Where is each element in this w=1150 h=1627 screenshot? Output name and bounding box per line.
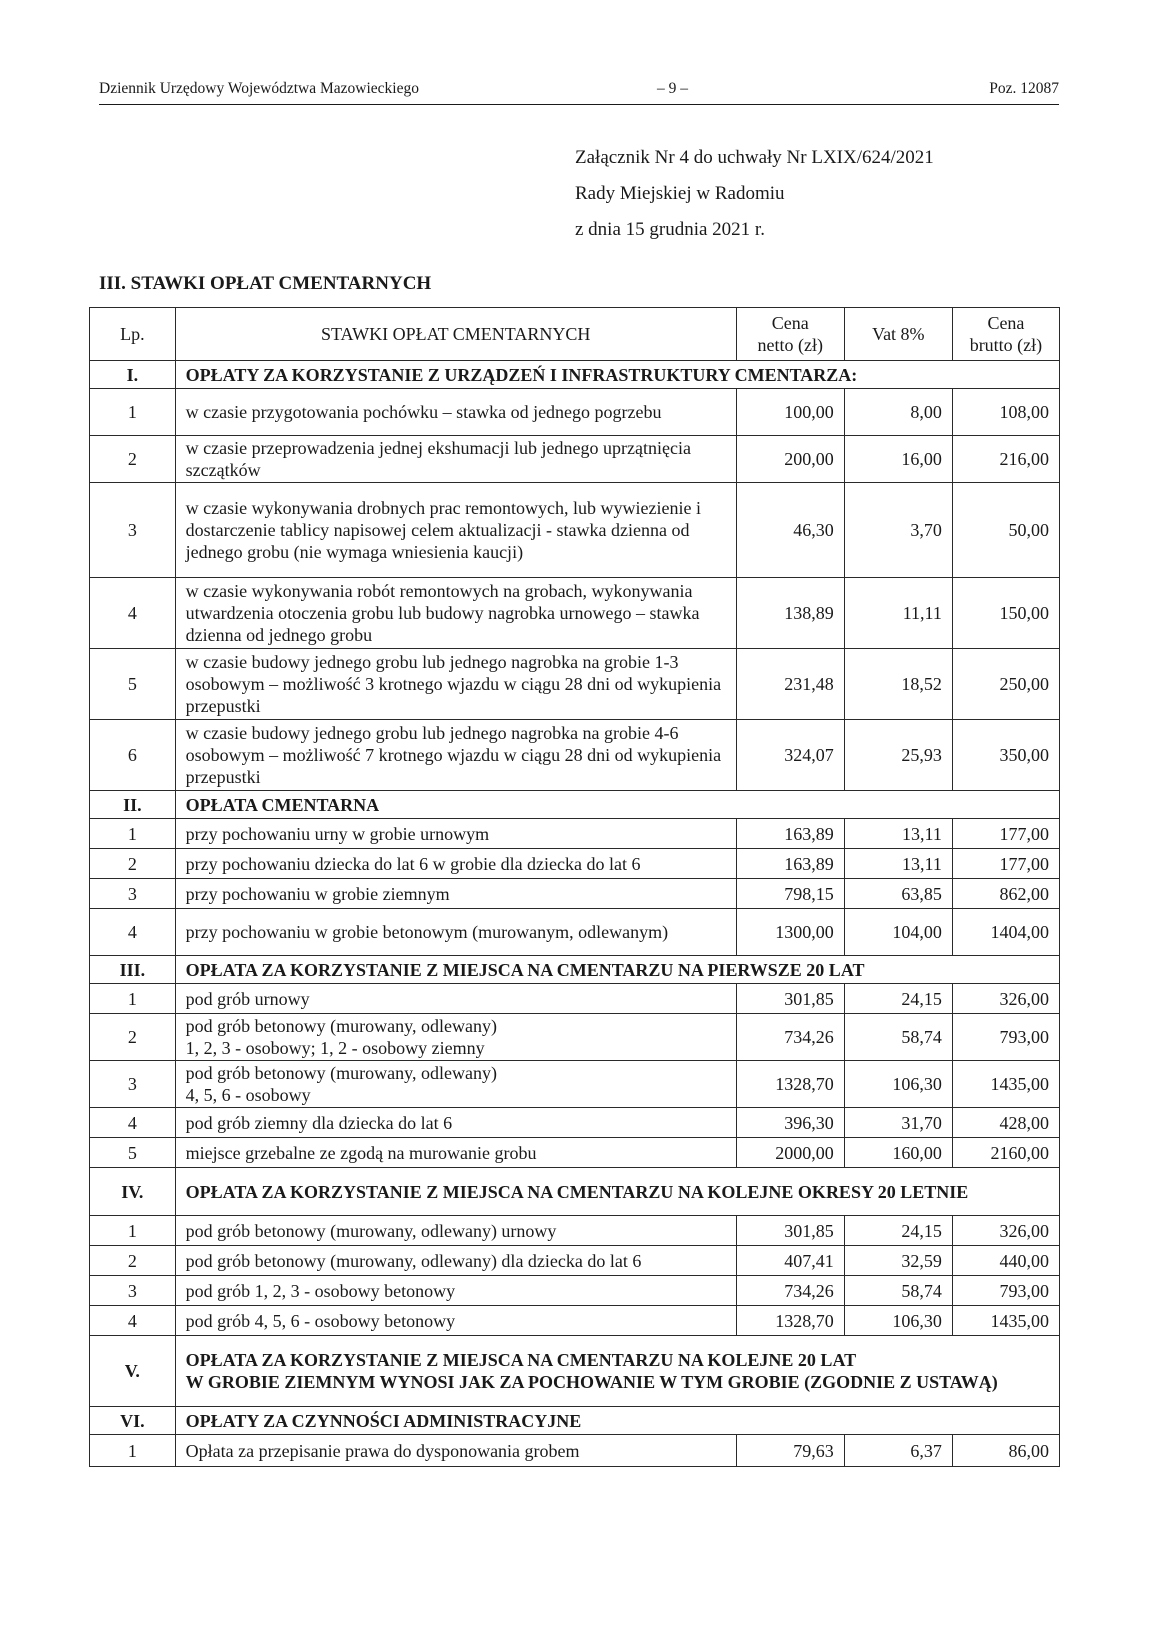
vat-amount: 11,11 [844, 578, 952, 649]
gross-price: 1435,00 [952, 1061, 1059, 1108]
section-heading: OPŁATY ZA KORZYSTANIE Z URZĄDZEŃ I INFRASTRUKTURY CMENTARZA: [175, 361, 1059, 389]
fee-description: pod grób 1, 2, 3 - osobowy betonowy [175, 1276, 736, 1306]
section-number: IV. [90, 1168, 176, 1216]
fee-description: Opłata za przepisanie prawa do dysponowania grobem [175, 1435, 736, 1467]
fee-description: pod grób urnowy [175, 984, 736, 1014]
fee-description: pod grób betonowy (murowany, odlewany) 4, 5, 6 - osobowy [175, 1061, 736, 1108]
column-header-gross-line1: Cena [987, 313, 1025, 333]
vat-amount: 31,70 [844, 1108, 952, 1138]
gross-price: 326,00 [952, 1216, 1059, 1246]
gross-price: 326,00 [952, 984, 1059, 1014]
vat-amount: 13,11 [844, 849, 952, 879]
table-row [90, 649, 1060, 720]
table-row [90, 720, 1060, 791]
vat-amount: 6,37 [844, 1435, 952, 1467]
section-number: VI. [90, 1407, 176, 1435]
gross-price: 428,00 [952, 1108, 1059, 1138]
table-row [90, 984, 1060, 1014]
table-row [90, 436, 1060, 483]
fee-description: pod grób ziemny dla dziecka do lat 6 [175, 1108, 736, 1138]
section-row [90, 1168, 1060, 1216]
row-number: 4 [90, 1108, 176, 1138]
net-price: 1328,70 [736, 1306, 844, 1336]
section-number: II. [90, 791, 176, 819]
attachment-line-2: Rady Miejskiej w Radomiu [575, 183, 785, 204]
fee-description: przy pochowaniu w grobie betonowym (murowanym, odlewanym) [175, 909, 736, 956]
row-number: 5 [90, 649, 176, 720]
section-heading: OPŁATA ZA KORZYSTANIE Z MIEJSCA NA CMENTARZU NA KOLEJNE 20 LAT W GROBIE ZIEMNYM WYNOSI JAK ZA POCHOWANIE W TYM GROBIE (ZGODNIE Z USTAWĄ) [175, 1336, 1059, 1407]
vat-amount: 3,70 [844, 483, 952, 578]
section-heading: OPŁATA ZA KORZYSTANIE Z MIEJSCA NA CMENTARZU NA KOLEJNE OKRESY 20 LETNIE [175, 1168, 1059, 1216]
section-row [90, 956, 1060, 984]
fee-description: przy pochowaniu dziecka do lat 6 w grobie dla dziecka do lat 6 [175, 849, 736, 879]
fee-description: pod grób 4, 5, 6 - osobowy betonowy [175, 1306, 736, 1336]
net-price: 734,26 [736, 1276, 844, 1306]
gross-price: 150,00 [952, 578, 1059, 649]
gross-price: 793,00 [952, 1014, 1059, 1061]
section-number: III. [90, 956, 176, 984]
vat-amount: 58,74 [844, 1014, 952, 1061]
page-header [99, 80, 1059, 105]
net-price: 798,15 [736, 879, 844, 909]
row-number: 4 [90, 578, 176, 649]
net-price: 200,00 [736, 436, 844, 483]
table-row [90, 1108, 1060, 1138]
fee-description: w czasie budowy jednego grobu lub jednego nagrobka na grobie 1-3 osobowym – możliwość 3 krotnego wjazdu w ciągu 28 dni od wykupienia przepustki [175, 649, 736, 720]
fee-description: przy pochowaniu w grobie ziemnym [175, 879, 736, 909]
table-row [90, 578, 1060, 649]
net-price: 301,85 [736, 984, 844, 1014]
vat-amount: 16,00 [844, 436, 952, 483]
net-price: 2000,00 [736, 1138, 844, 1168]
section-row [90, 361, 1060, 389]
section-row [90, 1336, 1060, 1407]
fee-description: pod grób betonowy (murowany, odlewany) urnowy [175, 1216, 736, 1246]
vat-amount: 106,30 [844, 1306, 952, 1336]
net-price: 301,85 [736, 1216, 844, 1246]
fee-description: w czasie przygotowania pochówku – stawka od jednego pogrzebu [175, 389, 736, 436]
net-price: 231,48 [736, 649, 844, 720]
column-header-net-line2: netto (zł) [757, 335, 823, 355]
fee-description: w czasie budowy jednego grobu lub jednego nagrobka na grobie 4-6 osobowym – możliwość 7 krotnego wjazdu w ciągu 28 dni od wykupienia przepustki [175, 720, 736, 791]
net-price: 138,89 [736, 578, 844, 649]
row-number: 1 [90, 984, 176, 1014]
net-price: 734,26 [736, 1014, 844, 1061]
net-price: 46,30 [736, 483, 844, 578]
vat-amount: 63,85 [844, 879, 952, 909]
table-row [90, 1276, 1060, 1306]
row-number: 2 [90, 1246, 176, 1276]
vat-amount: 13,11 [844, 819, 952, 849]
row-number: 3 [90, 879, 176, 909]
gross-price: 1435,00 [952, 1306, 1059, 1336]
table-header-row [90, 308, 1060, 361]
fee-description: w czasie przeprowadzenia jednej ekshumacji lub jednego uprzątnięcia szczątków [175, 436, 736, 483]
gross-price: 440,00 [952, 1246, 1059, 1276]
gross-price: 216,00 [952, 436, 1059, 483]
gross-price: 350,00 [952, 720, 1059, 791]
attachment-line-1: Załącznik Nr 4 do uchwały Nr LXIX/624/2021 [575, 147, 934, 168]
table-row [90, 909, 1060, 956]
net-price: 396,30 [736, 1108, 844, 1138]
row-number: 1 [90, 1216, 176, 1246]
column-header-lp: Lp. [90, 308, 176, 361]
table-row [90, 389, 1060, 436]
row-number: 1 [90, 1435, 176, 1467]
column-header-vat: Vat 8% [844, 308, 952, 361]
net-price: 324,07 [736, 720, 844, 791]
column-header-net [736, 308, 844, 361]
section-number: I. [90, 361, 176, 389]
gross-price: 2160,00 [952, 1138, 1059, 1168]
fee-description: pod grób betonowy (murowany, odlewany) 1, 2, 3 - osobowy; 1, 2 - osobowy ziemny [175, 1014, 736, 1061]
table-row [90, 1306, 1060, 1336]
vat-amount: 32,59 [844, 1246, 952, 1276]
attachment-line-3: z dnia 15 grudnia 2021 r. [575, 219, 765, 240]
net-price: 163,89 [736, 849, 844, 879]
table-row [90, 1216, 1060, 1246]
row-number: 5 [90, 1138, 176, 1168]
row-number: 3 [90, 1061, 176, 1108]
vat-amount: 104,00 [844, 909, 952, 956]
row-number: 2 [90, 849, 176, 879]
gross-price: 177,00 [952, 849, 1059, 879]
gross-price: 250,00 [952, 649, 1059, 720]
row-number: 3 [90, 1276, 176, 1306]
table-row [90, 483, 1060, 578]
vat-amount: 18,52 [844, 649, 952, 720]
table-row [90, 819, 1060, 849]
row-number: 3 [90, 483, 176, 578]
gross-price: 793,00 [952, 1276, 1059, 1306]
vat-amount: 160,00 [844, 1138, 952, 1168]
section-heading: OPŁATA CMENTARNA [175, 791, 1059, 819]
fee-description: w czasie wykonywania drobnych prac remontowych, lub wywiezienie i dostarczenie tablicy napisowej celem aktualizacji - stawka dzienna od jednego grobu (nie wymaga wniesienia kaucji) [175, 483, 736, 578]
net-price: 100,00 [736, 389, 844, 436]
table-row [90, 1435, 1060, 1467]
gross-price: 1404,00 [952, 909, 1059, 956]
section-row [90, 1407, 1060, 1435]
net-price: 407,41 [736, 1246, 844, 1276]
fee-description: przy pochowaniu urny w grobie urnowym [175, 819, 736, 849]
row-number: 2 [90, 436, 176, 483]
table-row [90, 1138, 1060, 1168]
row-number: 1 [90, 389, 176, 436]
vat-amount: 106,30 [844, 1061, 952, 1108]
table-row [90, 1246, 1060, 1276]
vat-amount: 58,74 [844, 1276, 952, 1306]
row-number: 6 [90, 720, 176, 791]
gross-price: 108,00 [952, 389, 1059, 436]
gross-price: 862,00 [952, 879, 1059, 909]
column-header-description: STAWKI OPŁAT CMENTARNYCH [175, 308, 736, 361]
row-number: 4 [90, 909, 176, 956]
section-row [90, 791, 1060, 819]
table-row [90, 1014, 1060, 1061]
net-price: 1300,00 [736, 909, 844, 956]
row-number: 4 [90, 1306, 176, 1336]
table-row [90, 879, 1060, 909]
cemetery-fees-table [89, 307, 1060, 1467]
section-heading: OPŁATA ZA KORZYSTANIE Z MIEJSCA NA CMENTARZU NA PIERWSZE 20 LAT [175, 956, 1059, 984]
gross-price: 86,00 [952, 1435, 1059, 1467]
gross-price: 177,00 [952, 819, 1059, 849]
net-price: 163,89 [736, 819, 844, 849]
table-row [90, 1061, 1060, 1108]
journal-name: Dziennik Urzędowy Województwa Mazowieckiego [99, 80, 419, 97]
position-number: Poz. 12087 [989, 80, 1059, 97]
fee-description: pod grób betonowy (murowany, odlewany) dla dziecka do lat 6 [175, 1246, 736, 1276]
column-header-gross [952, 308, 1059, 361]
row-number: 1 [90, 819, 176, 849]
vat-amount: 25,93 [844, 720, 952, 791]
fee-description: miejsce grzebalne ze zgodą na murowanie grobu [175, 1138, 736, 1168]
section-number: V. [90, 1336, 176, 1407]
table-row [90, 849, 1060, 879]
net-price: 1328,70 [736, 1061, 844, 1108]
vat-amount: 24,15 [844, 984, 952, 1014]
page-number: – 9 – [657, 80, 688, 97]
row-number: 2 [90, 1014, 176, 1061]
section-title: III. STAWKI OPŁAT CMENTARNYCH [99, 273, 432, 294]
table-body [90, 361, 1060, 1467]
gross-price: 50,00 [952, 483, 1059, 578]
fee-description: w czasie wykonywania robót remontowych na grobach, wykonywania utwardzenia otoczenia grobu lub budowy nagrobka urnowego – stawka dzienna od jednego grobu [175, 578, 736, 649]
section-heading: OPŁATY ZA CZYNNOŚCI ADMINISTRACYJNE [175, 1407, 1059, 1435]
column-header-gross-line2: brutto (zł) [969, 335, 1043, 355]
vat-amount: 24,15 [844, 1216, 952, 1246]
net-price: 79,63 [736, 1435, 844, 1467]
vat-amount: 8,00 [844, 389, 952, 436]
column-header-net-line1: Cena [771, 313, 809, 333]
